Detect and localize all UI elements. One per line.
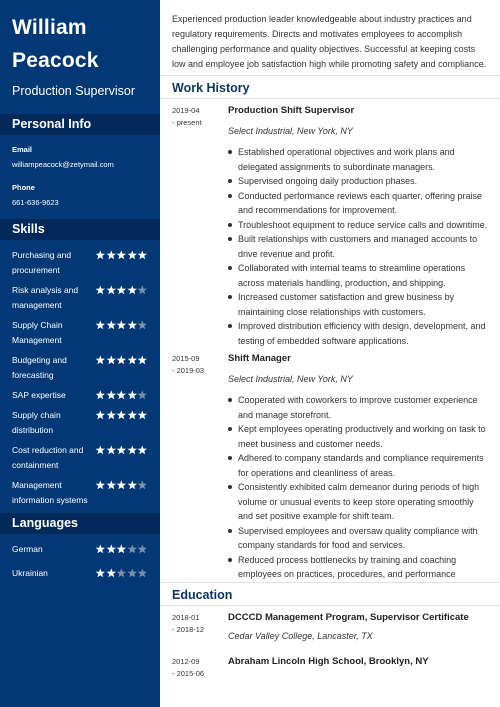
star-filled-icon (106, 355, 117, 365)
job-title: Production Supervisor (12, 84, 135, 98)
language-row (0, 566, 160, 581)
bullet-item: Kept employees operating productively and working on task to meet business and customer needs. (228, 422, 488, 451)
skills-list (0, 248, 160, 508)
bullet-item: Improved distribution efficiency with design, development, and testing of embedded software applications. (228, 319, 488, 348)
star-filled-icon (95, 544, 106, 554)
phone-value: 661-636-9623 (12, 198, 59, 207)
bullet-item: Established operational objectives and work plans and delegated assignments to subordinate managers. (228, 145, 488, 174)
star-filled-icon (95, 355, 106, 365)
star-filled-icon (106, 410, 117, 420)
star-filled-icon (127, 445, 138, 455)
email-value: williampeacock@zetymail.com (12, 160, 114, 169)
skill-rating (95, 390, 148, 400)
bullet-item: Reduced process bottlenecks by training and coaching employees on practices, procedures, and performance (228, 553, 488, 597)
responsibilities-list (228, 145, 488, 348)
date-end: - 2015-06 (172, 669, 205, 678)
date-end: - present (172, 118, 202, 127)
star-filled-icon (106, 568, 117, 578)
star-filled-icon (127, 480, 138, 490)
star-filled-icon (116, 320, 127, 330)
star-filled-icon (116, 445, 127, 455)
star-filled-icon (95, 445, 106, 455)
education-date (172, 612, 222, 636)
star-filled-icon (116, 355, 127, 365)
star-empty-icon (137, 320, 148, 330)
education-date (172, 656, 222, 680)
star-empty-icon (137, 480, 148, 490)
skill-row (0, 283, 160, 313)
position-title: Production Shift Supervisor (228, 105, 355, 116)
skill-name: Budgeting and forecasting (12, 355, 67, 380)
skill-row (0, 248, 160, 278)
education-entry (172, 612, 488, 641)
skill-name: Risk analysis and management (12, 285, 79, 310)
star-filled-icon (116, 544, 127, 554)
language-rating (95, 544, 148, 554)
skill-rating (95, 445, 148, 455)
skill-row (0, 353, 160, 383)
star-empty-icon (137, 390, 148, 400)
star-filled-icon (127, 390, 138, 400)
star-filled-icon (106, 285, 117, 295)
star-filled-icon (95, 250, 106, 260)
star-empty-icon (137, 285, 148, 295)
skill-row (0, 478, 160, 508)
skill-name: Supply Chain Management (12, 320, 63, 345)
date-end: - 2018-12 (172, 625, 205, 634)
language-name: German (12, 544, 43, 554)
email-label: Email (12, 145, 33, 154)
bullet-item: Supervised employees and oversaw quality compliance with company standards for food and services. (228, 524, 488, 553)
phone-label: Phone (12, 183, 35, 192)
date-end: - 2019-03 (172, 366, 205, 375)
star-empty-icon (127, 544, 138, 554)
star-filled-icon (127, 355, 138, 365)
star-empty-icon (137, 568, 148, 578)
sidebar (0, 0, 160, 707)
work-entry (172, 105, 488, 348)
skill-name: SAP expertise (12, 390, 66, 400)
skill-name: Cost reduction and containment (12, 445, 84, 470)
bullet-item: Increased customer satisfaction and grew business by maintaining close relationships with customers. (228, 290, 488, 319)
star-filled-icon (116, 480, 127, 490)
star-filled-icon (95, 568, 106, 578)
professional-summary: Experienced production leader knowledgeable about industry practices and regulatory requirements. Directs and motivates employees to accomplish challenging performance and quality objectives. Successful at keeping costs low and employee job satisfaction high while promoting safety and compliance. (172, 14, 487, 69)
star-empty-icon (116, 568, 127, 578)
star-filled-icon (127, 250, 138, 260)
candidate-name (0, 0, 160, 76)
language-name: Ukrainian (12, 568, 48, 578)
star-filled-icon (95, 480, 106, 490)
star-filled-icon (127, 410, 138, 420)
star-filled-icon (116, 250, 127, 260)
star-filled-icon (127, 285, 138, 295)
skill-name: Purchasing and procurement (12, 250, 72, 275)
bullet-item: Cooperated with coworkers to improve customer experience and manage storefront. (228, 393, 488, 422)
date-start: 2018-01 (172, 613, 200, 622)
skills-heading: Skills (0, 219, 160, 240)
date-start: 2015-09 (172, 354, 200, 363)
star-empty-icon (127, 568, 138, 578)
skill-row (0, 408, 160, 438)
bullet-item: Adhered to company standards and compliance requirements for operations and cleanliness of areas. (228, 451, 488, 480)
personal-info-heading: Personal Info (0, 114, 160, 135)
skill-rating (95, 410, 148, 420)
skill-name: Supply chain distribution (12, 410, 61, 435)
star-filled-icon (95, 285, 106, 295)
last-name: Peacock (12, 49, 99, 72)
skill-rating (95, 250, 148, 260)
company: Select Industrial, New York, NY (228, 374, 353, 384)
skill-rating (95, 285, 148, 295)
bullet-item: Conducted performance reviews each quarter, offering praise and recommendations for improvement. (228, 189, 488, 218)
position-title: Shift Manager (228, 353, 291, 364)
star-empty-icon (137, 544, 148, 554)
skill-rating (95, 320, 148, 330)
star-filled-icon (106, 320, 117, 330)
bullet-item: Collaborated with internal teams to streamline operations across materials handling, production, and shipping. (228, 261, 488, 290)
star-filled-icon (95, 410, 106, 420)
responsibilities-list (228, 393, 488, 596)
star-filled-icon (137, 410, 148, 420)
language-row (0, 542, 160, 557)
work-entry (172, 353, 488, 596)
work-date (172, 105, 222, 129)
education-entry (172, 656, 488, 678)
date-start: 2019-04 (172, 106, 200, 115)
star-filled-icon (127, 320, 138, 330)
star-filled-icon (116, 390, 127, 400)
star-filled-icon (137, 445, 148, 455)
star-filled-icon (106, 544, 117, 554)
work-history-heading: Work History (160, 75, 500, 99)
language-rating (95, 568, 148, 578)
degree-title: DCCCD Management Program, Supervisor Certificate (228, 612, 469, 623)
bullet-item: Supervised ongoing daily production phases. (228, 174, 488, 189)
star-filled-icon (106, 480, 117, 490)
star-filled-icon (116, 285, 127, 295)
education-heading: Education (160, 582, 500, 606)
school: Cedar Valley College, Lancaster, TX (228, 631, 373, 641)
star-filled-icon (95, 390, 106, 400)
languages-heading: Languages (0, 513, 160, 534)
first-name: William (12, 16, 87, 39)
star-filled-icon (137, 250, 148, 260)
company: Select Industrial, New York, NY (228, 126, 353, 136)
skill-rating (95, 355, 148, 365)
skill-row (0, 443, 160, 473)
star-filled-icon (106, 390, 117, 400)
skill-row (0, 318, 160, 348)
bullet-item: Consistently exhibited calm demeanor during periods of high volume or unusual events to keep store operating smoothly and set positive example for shift team. (228, 480, 488, 524)
main-content (172, 0, 488, 72)
skill-row (0, 388, 160, 403)
skill-rating (95, 480, 148, 490)
degree-title: Abraham Lincoln High School, Brooklyn, NY (228, 656, 429, 667)
skill-name: Management information systems (12, 480, 88, 505)
star-filled-icon (116, 410, 127, 420)
star-filled-icon (106, 250, 117, 260)
star-filled-icon (106, 445, 117, 455)
bullet-item: Built relationships with customers and managed accounts to drive revenue and profit. (228, 232, 488, 261)
work-date (172, 353, 222, 377)
star-filled-icon (95, 320, 106, 330)
date-start: 2012-09 (172, 657, 200, 666)
bullet-item: Troubleshoot equipment to reduce service calls and downtime. (228, 218, 488, 233)
languages-list (0, 542, 160, 581)
star-filled-icon (137, 355, 148, 365)
